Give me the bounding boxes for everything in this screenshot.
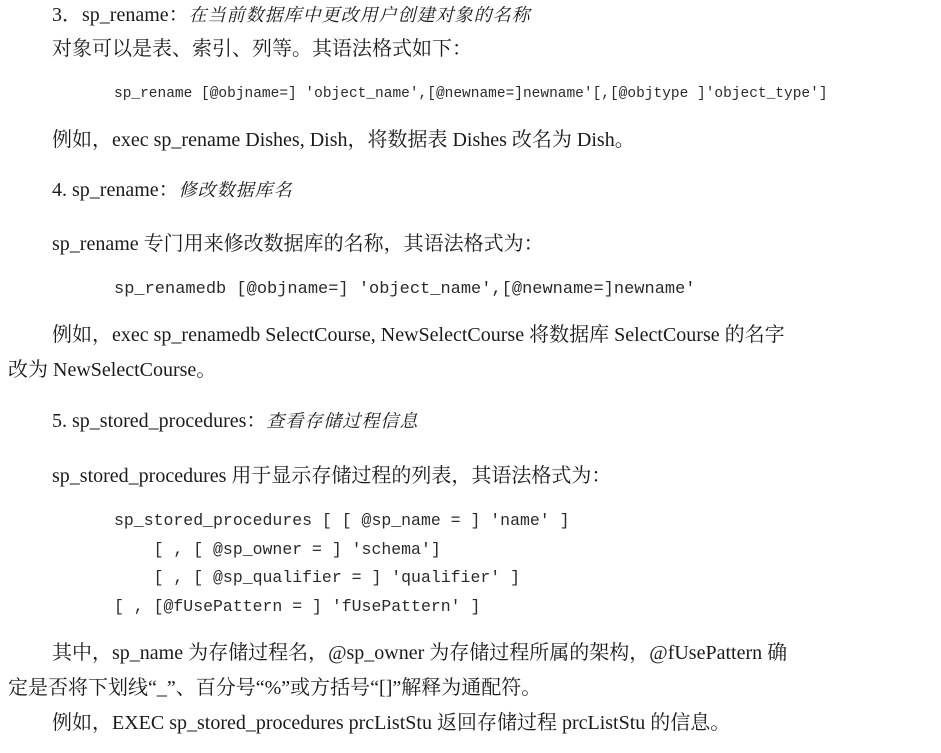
section-4-description: sp_rename 专门用来修改数据库的名称，其语法格式为： [52,233,544,255]
section-4-command: sp_rename： [72,179,179,201]
section-3-title: 在当前数据库中更改用户创建对象的名称 [188,5,531,26]
section-5-title: 查看存储过程信息 [266,411,419,432]
section-3-description: 对象可以是表、索引、列等。其语法格式如下： [52,38,472,60]
section-3-number: 3． [52,4,82,26]
section-4-heading [52,178,293,203]
section-4-syntax: sp_renamedb [@objname=] 'object_name',[@newname=]newname' [114,280,696,299]
section-4-example-line-1: 例如，exec sp_renamedb SelectCourse, NewSelectCourse 将数据库 SelectCourse 的名字 [52,324,785,346]
section-5-heading [52,409,418,434]
section-5-syntax-line-3: [ , [ @sp_qualifier = ] 'qualifier' ] [114,568,520,587]
section-3-syntax: sp_rename [@objname=] 'object_name',[@newname=]newname'[,[@objtype ]'object_type'] [114,86,828,102]
section-5-explanation-line-1: 其中，sp_name 为存储过程名，@sp_owner 为存储过程所属的架构，@fUsePattern 确 [52,642,788,664]
section-5-syntax-line-4: [ , [@fUsePattern = ] 'fUsePattern' ] [114,597,481,616]
section-3-heading [52,3,531,28]
section-5-syntax-line-2: [ , [ @sp_owner = ] 'schema'] [114,540,441,559]
section-5-description: sp_stored_procedures 用于显示存储过程的列表，其语法格式为： [52,465,612,487]
section-4-title: 修改数据库名 [178,180,293,201]
section-5-number: 5. [52,410,67,432]
section-4-number: 4. [52,179,67,201]
section-3-command: sp_rename： [82,4,189,26]
section-5-explanation-line-2: 定是否将下划线“_”、百分号“%”或方括号“[]”解释为通配符。 [8,677,542,699]
section-5-example: 例如，EXEC sp_stored_procedures prcListStu 返回存储过程 prcListStu 的信息。 [52,712,731,734]
section-3-example: 例如，exec sp_rename Dishes, Dish，将数据表 Dishes 改名为 Dish。 [52,129,635,151]
section-4-example-line-2: 改为 NewSelectCourse。 [8,359,217,381]
section-5-command: sp_stored_procedures： [72,410,267,432]
section-5-syntax-line-1: sp_stored_procedures [ [ @sp_name = ] 'name' ] [114,511,570,530]
